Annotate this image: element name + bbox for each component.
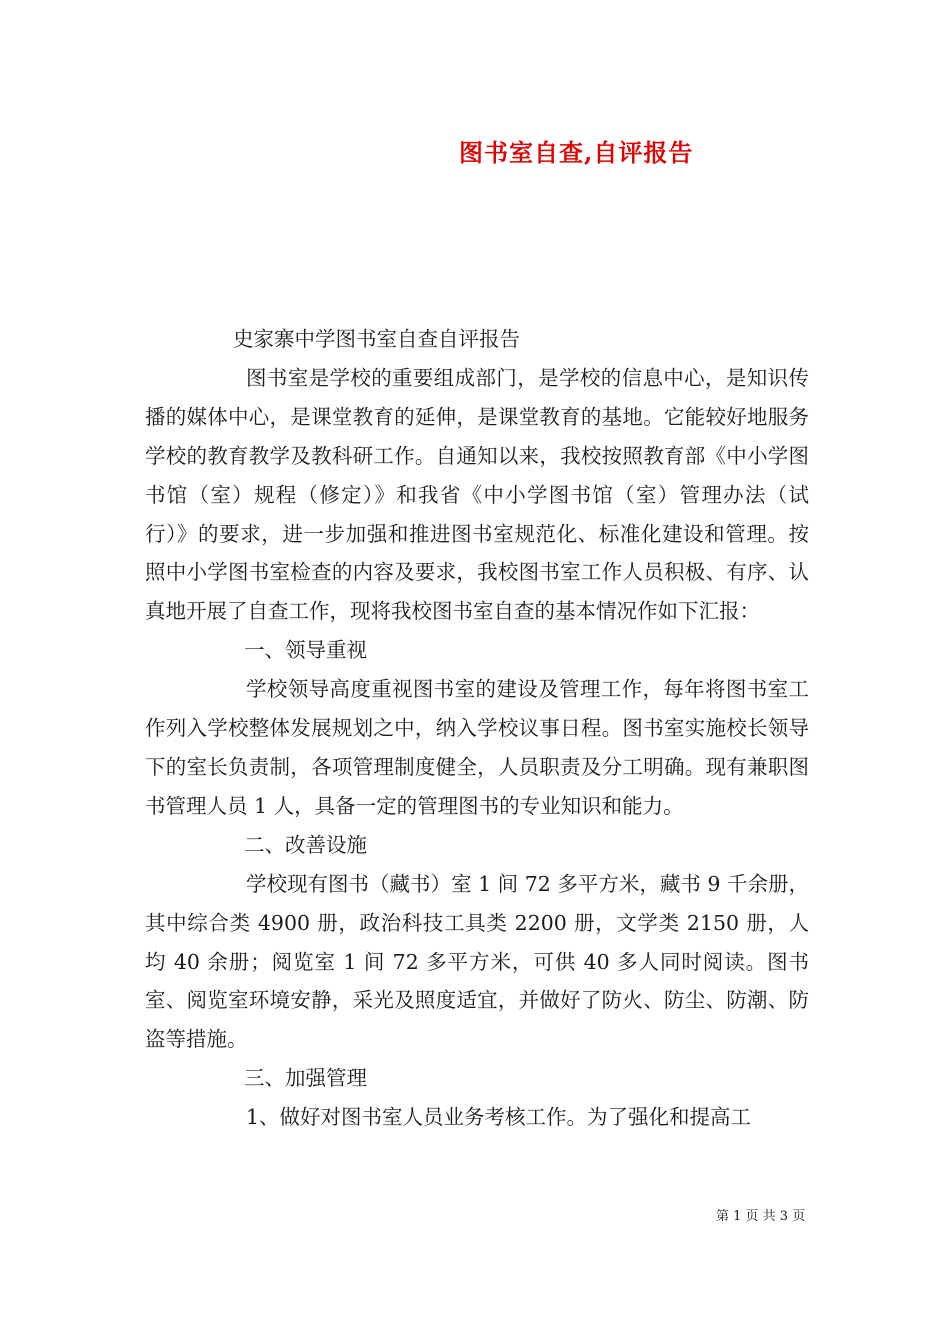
- section-paragraph-facilities: 学校现有图书（藏书）室 1 间 72 多平方米，藏书 9 千余册，其中综合类 4900 册，政治科技工具类 2200 册，文学类 2150 册，人均 40 余册；阅览室 1 间 72 多平方米，可供 40 多人同时阅读。图书室、阅览室环境安静，采光及照度适宜，并做好了防火、防尘、防潮、防盗等措施。: [145, 871, 809, 1052]
- document-body: [145, 320, 809, 1137]
- section-paragraph-management-item1: 1、做好对图书室人员业务考核工作。为了强化和提高工: [246, 1105, 752, 1130]
- section-heading-management: 三、加强管理: [244, 1066, 367, 1091]
- section-paragraph-leadership: 学校领导高度重视图书室的建设及管理工作，每年将图书室工作列入学校整体发展规划之中，纳入学校议事日程。图书室实施校长领导下的室长负责制，各项管理制度健全，人员职责及分工明确。现有兼职图书管理人员 1 人，具备一定的管理图书的专业知识和能力。: [145, 677, 809, 818]
- report-subtitle: 史家寨中学图书室自查自评报告: [233, 327, 520, 351]
- section-heading-facilities: 二、改善设施: [244, 832, 367, 857]
- intro-paragraph: 图书室是学校的重要组成部门，是学校的信息中心，是知识传播的媒体中心，是课堂教育的延伸，是课堂教育的基地。它能较好地服务学校的教育教学及教科研工作。自通知以来，我校按照教育部《中小学图书馆（室）规程（修定）》和我省《中小学图书馆（室）管理办法（试行）》的要求，进一步加强和推进图书室规范化、标准化建设和管理。按照中小学图书室检查的内容及要求，我校图书室工作人员积极、有序、认真地开展了自查工作，现将我校图书室自查的基本情况作如下汇报：: [145, 365, 809, 624]
- page-number-footer: 第 1 页 共 3 页: [716, 1209, 806, 1224]
- section-heading-leadership: 一、领导重视: [244, 638, 367, 663]
- document-title: 图书室自查,自评报告: [459, 138, 694, 167]
